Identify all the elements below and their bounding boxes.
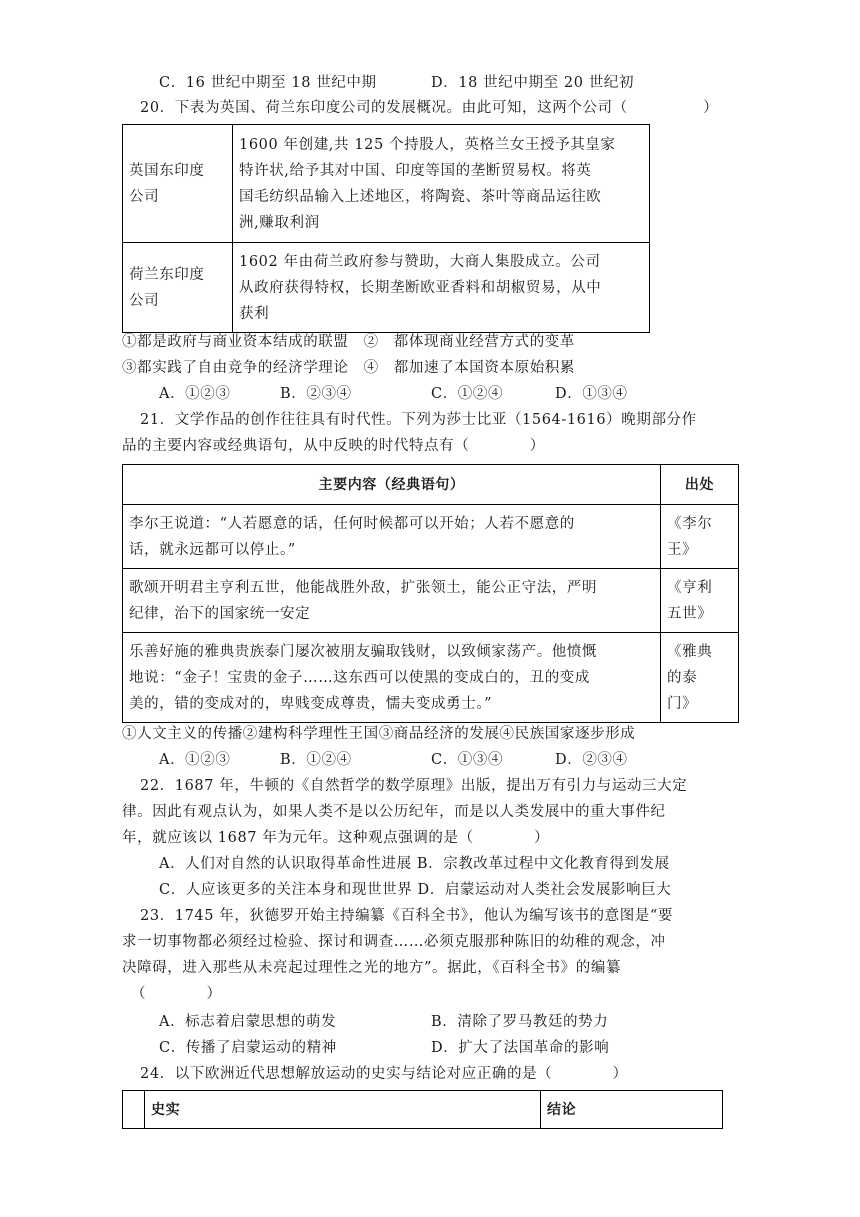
q21-table <box>122 464 739 723</box>
q21-row-content: 李尔王说道：“人若愿意的话，任何时候都可以开始；人若不愿意的 话，就永远都可以停止。” <box>123 505 661 569</box>
q21-header-content: 主要内容（经典语句） <box>123 465 661 505</box>
q23-stem-line1: 23．1745 年，狄德罗开始主持编纂《百科全书》，他认为编写该书的意图是“要 <box>140 908 674 924</box>
q23-option-c: C．传播了启蒙运动的精神 <box>159 1040 337 1056</box>
q23-option-a: A．标志着启蒙思想的萌发 <box>159 1014 337 1030</box>
table-row <box>123 125 650 243</box>
q23-stem-line3: 决障碍，进入那些从未亮起过理性之光的地方”。据此，《百科全书》的编纂 <box>122 960 622 976</box>
q22-options-ab: A．人们对自然的认识取得革命性进展 B．宗教改革过程中文化教育得到发展 <box>159 856 670 872</box>
q19-option-c: C．16 世纪中期至 18 世纪中期 <box>159 75 377 91</box>
table-row <box>123 633 739 723</box>
q20-option-d: D．①③④ <box>555 386 628 402</box>
q21-option-b: B．①②④ <box>280 752 352 768</box>
q20-stem: 20．下表为英国、荷兰东印度公司的发展概况。由此可知，这两个公司（ ） <box>140 100 719 116</box>
q21-header-source: 出处 <box>661 465 739 505</box>
q21-stem-line2: 品的主要内容或经典语句，从中反映的时代特点有（ ） <box>122 438 545 454</box>
q23-stem-line2: 求一切事物都必须经过检验、探讨和调查……必须克服那种陈旧的幼稚的观念，冲 <box>122 934 666 950</box>
q22-stem-line3: 年，就应该以 1687 年为元年。这种观点强调的是（ ） <box>122 830 550 846</box>
q20-company-name: 英国东印度 公司 <box>123 125 233 243</box>
q20-items-2: ③都实践了自由竞争的经济学理论 ④ 都加速了本国资本原始积累 <box>122 360 575 376</box>
q21-option-c: C．①③④ <box>431 752 504 768</box>
q24-header-conclusion: 结论 <box>541 1091 723 1129</box>
table-row <box>123 243 650 333</box>
q21-option-d: D．②③④ <box>555 752 628 768</box>
q21-row-source: 《李尔 王》 <box>661 505 739 569</box>
q21-row-source: 《亨利 五世》 <box>661 569 739 633</box>
q22-stem-line2: 律。因此有观点认为，如果人类不是以公历纪年，而是以人类发展中的重大事件纪 <box>122 804 666 820</box>
q24-stem: 24．以下欧洲近代思想解放运动的史实与结论对应正确的是（ ） <box>140 1066 628 1082</box>
q21-row-content: 乐善好施的雅典贵族泰门屡次被朋友骗取钱财，以致倾家荡产。他愤慨 地说：“金子！宝贵的金子……这东西可以使黑的变成白的，丑的变成 美的，错的变成对的，卑贱变成尊贵，懦夫变成勇士。” <box>123 633 661 723</box>
q20-company-desc: 1602 年由荷兰政府参与赞助，大商人集股成立。公司 从政府获得特权，长期垄断欧亚香料和胡椒贸易，从中 获利 <box>233 243 650 333</box>
q20-company-desc: 1600 年创建,共 125 个持股人，英格兰女王授予其皇家 特许状,给予其对中国、印度等国的垄断贸易权。将英 国毛纺织品输入上述地区，将陶瓷、茶叶等商品运往欧 洲,赚取利润 <box>233 125 650 243</box>
q19-option-d: D．18 世纪中期至 20 世纪初 <box>431 75 635 91</box>
table-header-row <box>123 1091 723 1129</box>
q21-row-source: 《雅典 的泰 门》 <box>661 633 739 723</box>
q21-option-a: A．①②③ <box>159 752 231 768</box>
q21-items: ①人文主义的传播②建构科学理性王国③商品经济的发展④民族国家逐步形成 <box>122 726 636 742</box>
q20-option-c: C．①②④ <box>431 386 504 402</box>
q20-table <box>122 124 650 333</box>
q24-table <box>122 1090 723 1129</box>
table-row <box>123 505 739 569</box>
q20-company-name: 荷兰东印度 公司 <box>123 243 233 333</box>
q24-header-fact: 史实 <box>145 1091 541 1129</box>
q23-stem-line4: （ ） <box>131 986 222 1002</box>
q22-stem-line1: 22．1687 年，牛顿的《自然哲学的数学原理》出版，提出万有引力与运动三大定 <box>140 778 688 794</box>
q20-option-a: A．①②③ <box>159 386 231 402</box>
q20-items-1: ①都是政府与商业资本结成的联盟 ② 都体现商业经营方式的变革 <box>122 334 575 350</box>
table-row <box>123 569 739 633</box>
q21-row-content: 歌颂开明君主亨利五世，他能战胜外敌，扩张领土，能公正守法，严明 纪律，治下的国家统一安定 <box>123 569 661 633</box>
q24-header-index <box>123 1091 145 1129</box>
table-header-row <box>123 465 739 505</box>
q21-stem-line1: 21．文学作品的创作往往具有时代性。下列为莎士比亚（1564-1616）晚期部分作 <box>140 412 697 428</box>
q23-option-b: B．清除了罗马教廷的势力 <box>431 1014 609 1030</box>
q20-option-b: B．②③④ <box>280 386 352 402</box>
q22-options-cd: C．人应该更多的关注本身和现世世界 D．启蒙运动对人类社会发展影响巨大 <box>159 882 672 898</box>
q23-option-d: D．扩大了法国革命的影响 <box>431 1040 610 1056</box>
